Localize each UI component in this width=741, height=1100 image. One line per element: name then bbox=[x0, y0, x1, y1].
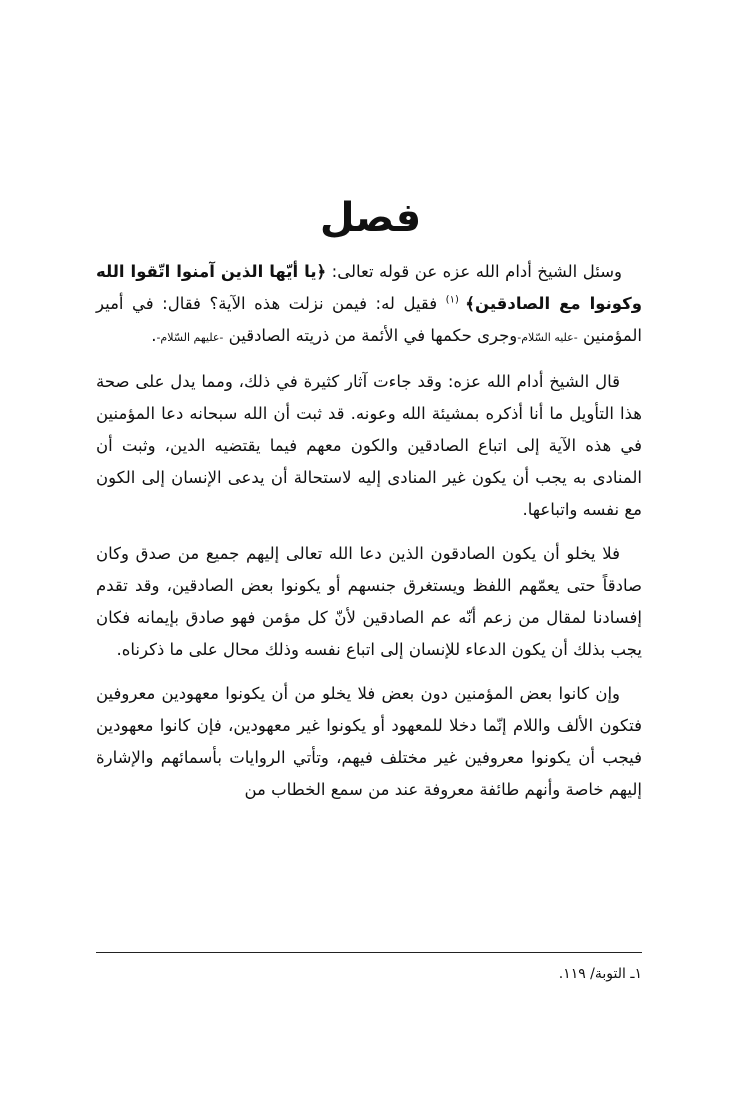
text-segment: قال الشيخ أدام الله عزه: وقد جاءت آثار كثيرة في ذلك، ومما يدل على صحة هذا التأويل ما أنا أذكره بمشيئة الله وعونه. قد ثبت أن الله سبحانه دعا المؤمنين في هذه الآية إلى اتباع الصادقين والكون معهم فيما يقتضيه الدين، وثبت أن المنادى به يجب أن يكون غير المنادى إليه لاستحالة أن يدعى الإنسان إلى الكون مع نفسه واتباعها. bbox=[96, 372, 642, 519]
paragraph bbox=[96, 538, 642, 666]
body-text bbox=[96, 256, 642, 818]
text-segment: وجرى حكمها في الأئمة من ذريته الصادقين bbox=[223, 326, 518, 345]
footnote-marker: (١) bbox=[445, 294, 466, 306]
paragraph bbox=[96, 256, 642, 354]
footnote: ١ـ التوبة/ ١١٩. bbox=[558, 966, 642, 982]
footnote-divider bbox=[96, 952, 642, 953]
section-heading: فصل bbox=[319, 195, 422, 241]
honorific: -عليه السّلام- bbox=[517, 331, 578, 344]
text-segment: فقيل له: فيمن نزلت هذه الآية؟ فقال: في أمير المؤمنين bbox=[96, 294, 642, 345]
paragraph bbox=[96, 678, 642, 806]
honorific: -عليهم السّلام- bbox=[156, 331, 224, 344]
text-segment: فلا يخلو أن يكون الصادقون الذين دعا الله تعالى إليهم جميع من صدق وكان صادقاً حتى يعمّهم اللفظ ويستغرق جنسهم أو يكونوا بعض الصادقين، وقد تقدم إفسادنا لمقال من زعم أنّه عم الصادقين لأنّ كل مؤمن فهو صادق بإيمانه فكان يجب بذلك أن يكون الدعاء للإنسان إلى اتباع نفسه وذلك محال على ما ذكرناه. bbox=[96, 544, 642, 659]
paragraph bbox=[96, 366, 642, 526]
text-segment: . bbox=[151, 326, 157, 345]
quran-verse: ﴿يا أيّها الذين آمنوا اتّقوا الله وكونوا مع الصادقين﴾ bbox=[96, 262, 642, 313]
text-segment: وإن كانوا بعض المؤمنين دون بعض فلا يخلو من أن يكونوا معهودين معروفين فتكون الألف واللام إنّما دخلا للمعهود أو يكونوا غير معهودين، فإن كانوا معهودين فيجب أن يكونوا معروفين غير مختلف فيهم، وتأتي الروايات بأسمائهم والإشارة إليهم خاصة وأنهم طائفة معروفة عند من سمع الخطاب من bbox=[96, 684, 642, 799]
text-segment: وسئل الشيخ أدام الله عزه عن قوله تعالى: bbox=[326, 262, 622, 281]
